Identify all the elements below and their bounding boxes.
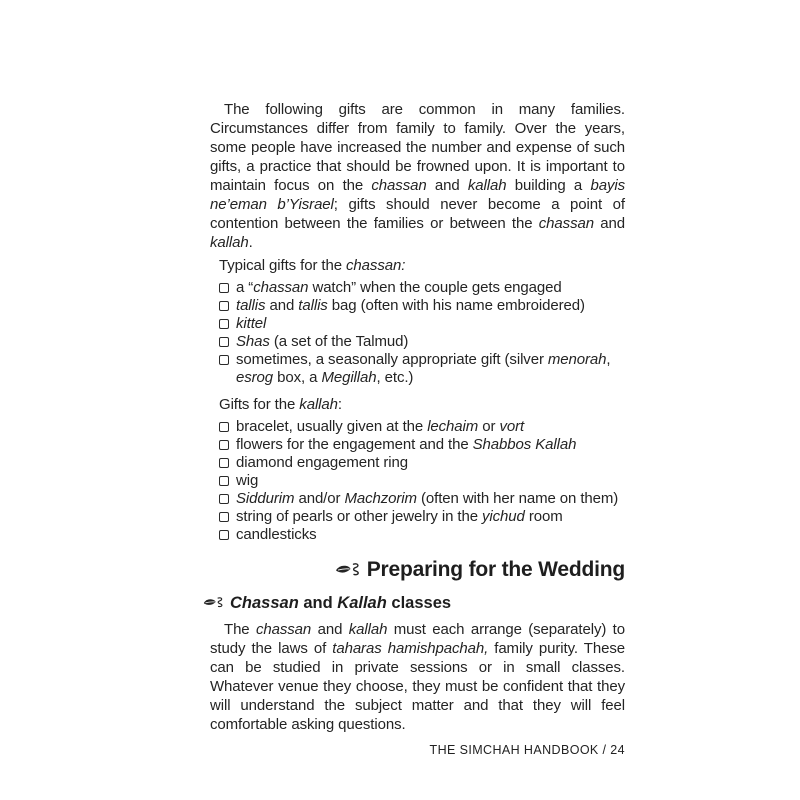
list-item xyxy=(219,526,625,544)
list-item xyxy=(219,351,625,387)
checkbox-bullet-icon xyxy=(219,355,229,365)
list-item-text: bracelet, usually given at the lechaim or vort xyxy=(236,418,525,435)
kallah-gifts-label: Gifts for the kallah: xyxy=(219,396,342,413)
page-content xyxy=(210,100,625,757)
checkbox-bullet-icon xyxy=(219,440,229,450)
checkbox-bullet-icon xyxy=(219,319,229,329)
list-item xyxy=(219,297,625,315)
list-item-text: flowers for the engagement and the Shabbos Kallah xyxy=(236,436,577,453)
list-item xyxy=(219,454,625,472)
kallah-gifts-list xyxy=(210,418,625,544)
list-item xyxy=(219,333,625,351)
list-item-text: kittel xyxy=(236,315,267,332)
subsection-heading-text: Chassan and Kallah classes xyxy=(230,594,452,612)
list-item-text: wig xyxy=(236,472,259,489)
page-footer: THE SIMCHAH HANDBOOK / 24 xyxy=(429,743,625,757)
list-item xyxy=(219,279,625,297)
list-item-text: Shas (a set of the Talmud) xyxy=(236,333,409,350)
section-heading xyxy=(210,557,625,583)
chassan-gifts-label: Typical gifts for the chassan: xyxy=(219,257,406,274)
list-item-text: tallis and tallis bag (often with his name embroidered) xyxy=(236,297,585,314)
checkbox-bullet-icon xyxy=(219,283,229,293)
checkbox-bullet-icon xyxy=(219,458,229,468)
fleuron-icon xyxy=(335,557,362,583)
classes-paragraph: The chassan and kallah must each arrange (separately) to study the laws of taharas hamishpachah, family purity. These can be studied in private sessions or in small classes. Whatever venue they choose, they must be confident that they will understand the subject matter and that they will feel comfortable asking questions. xyxy=(210,621,625,733)
checkbox-bullet-icon xyxy=(219,301,229,311)
subsection-heading xyxy=(203,592,625,614)
list-item-text: Siddurim and/or Machzorim (often with her name on them) xyxy=(236,490,619,507)
checkbox-bullet-icon xyxy=(219,512,229,522)
intro-paragraph: The following gifts are common in many families. Circumstances differ from family to family. Over the years, some people have increased the number and expense of such gifts, a practice that should be frowned upon. It is important to maintain focus on the chassan and kallah building a bayis ne’eman b’Yisrael; gifts should never become a point of contention between the families or between the chassan and kallah. xyxy=(210,101,625,251)
checkbox-bullet-icon xyxy=(219,337,229,347)
checkbox-bullet-icon xyxy=(219,494,229,504)
list-item-text: diamond engagement ring xyxy=(236,454,408,471)
list-item-text: string of pearls or other jewelry in the yichud room xyxy=(236,508,563,525)
checkbox-bullet-icon xyxy=(219,422,229,432)
section-heading-text: Preparing for the Wedding xyxy=(366,558,625,581)
list-item xyxy=(219,472,625,490)
checkbox-bullet-icon xyxy=(219,476,229,486)
list-item xyxy=(219,418,625,436)
fleuron-icon xyxy=(203,592,225,614)
list-item-text: a “chassan watch” when the couple gets engaged xyxy=(236,279,562,296)
list-item xyxy=(219,490,625,508)
list-item xyxy=(219,315,625,333)
chassan-gifts-list xyxy=(210,279,625,387)
list-item-text: candlesticks xyxy=(236,526,317,543)
list-item-text: sometimes, a seasonally appropriate gift (silver menorah, esrog box, a Megillah, etc.) xyxy=(236,351,611,386)
list-item xyxy=(219,436,625,454)
list-item xyxy=(219,508,625,526)
checkbox-bullet-icon xyxy=(219,530,229,540)
